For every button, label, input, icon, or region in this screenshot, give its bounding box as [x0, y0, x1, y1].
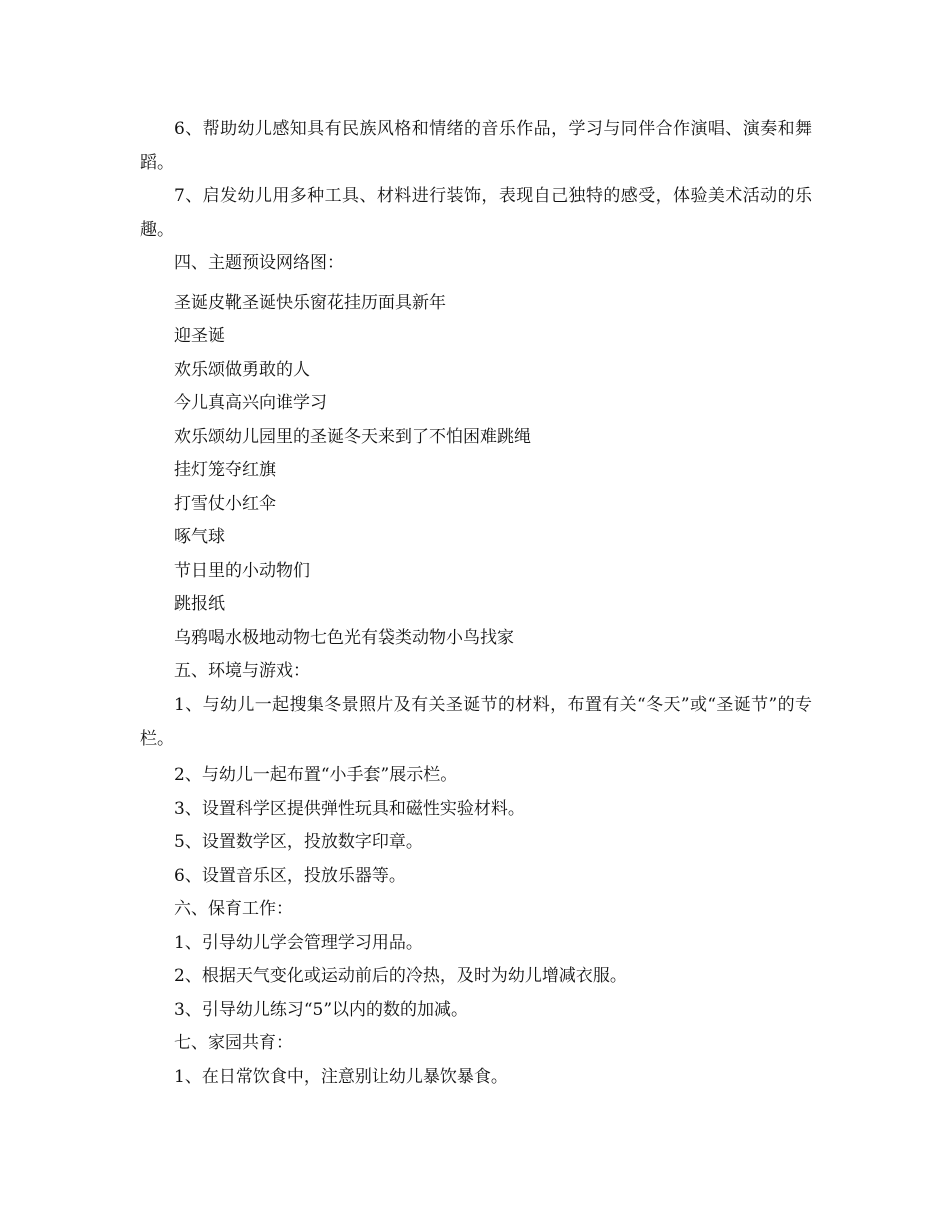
list-item: 5、设置数学区，投放数字印章。 [174, 832, 423, 852]
list-item: 3、设置科学区提供弹性玩具和磁性实验材料。 [174, 799, 525, 819]
network-line: 乌鸦喝水极地动物七色光有袋类动物小鸟找家 [174, 628, 514, 648]
list-item: 3、引导幼儿练习“5”以内的数的加减。 [174, 1000, 469, 1020]
network-line: 挂灯笼夺红旗 [174, 460, 276, 480]
network-line: 迎圣诞 [174, 326, 225, 346]
list-item: 2、与幼儿一起布置“小手套”展示栏。 [174, 765, 458, 785]
network-line: 节日里的小动物们 [174, 561, 310, 581]
list-item: 1、引导幼儿学会管理学习用品。 [174, 933, 423, 953]
network-line: 跳报纸 [174, 594, 225, 614]
network-line: 欢乐颂做勇敢的人 [174, 360, 310, 380]
section-heading-network: 四、主题预设网络图： [174, 253, 344, 273]
network-line: 今儿真高兴向谁学习 [174, 393, 327, 413]
list-item: 6、设置音乐区，投放乐器等。 [174, 866, 406, 886]
list-item: 1、在日常饮食中，注意别让幼儿暴饮暴食。 [174, 1067, 508, 1087]
list-item: 2、根据天气变化或运动前后的冷热，及时为幼儿增减衣服。 [174, 966, 627, 986]
paragraph-environment-1: 1、与幼儿一起搜集冬景照片及有关圣诞节的材料，布置有关“冬天”或“圣诞节”的专栏。 [140, 695, 812, 749]
paragraph-item-6: 6、帮助幼儿感知具有民族风格和情绪的音乐作品，学习与同伴合作演唱、演奏和舞蹈。 [140, 119, 812, 173]
network-line: 欢乐颂幼儿园里的圣诞冬天来到了不怕困难跳绳 [174, 427, 531, 447]
section-heading-environment: 五、环境与游戏： [174, 661, 310, 681]
network-line: 啄气球 [174, 527, 225, 547]
network-line: 圣诞皮靴圣诞快乐窗花挂历面具新年 [174, 293, 446, 313]
section-heading-home: 七、家园共育： [174, 1033, 293, 1053]
paragraph-item-7: 7、启发幼儿用多种工具、材料进行装饰，表现自己独特的感受，体验美术活动的乐趣。 [140, 186, 812, 240]
section-heading-care: 六、保育工作： [174, 899, 293, 919]
network-line: 打雪仗小红伞 [174, 494, 276, 514]
